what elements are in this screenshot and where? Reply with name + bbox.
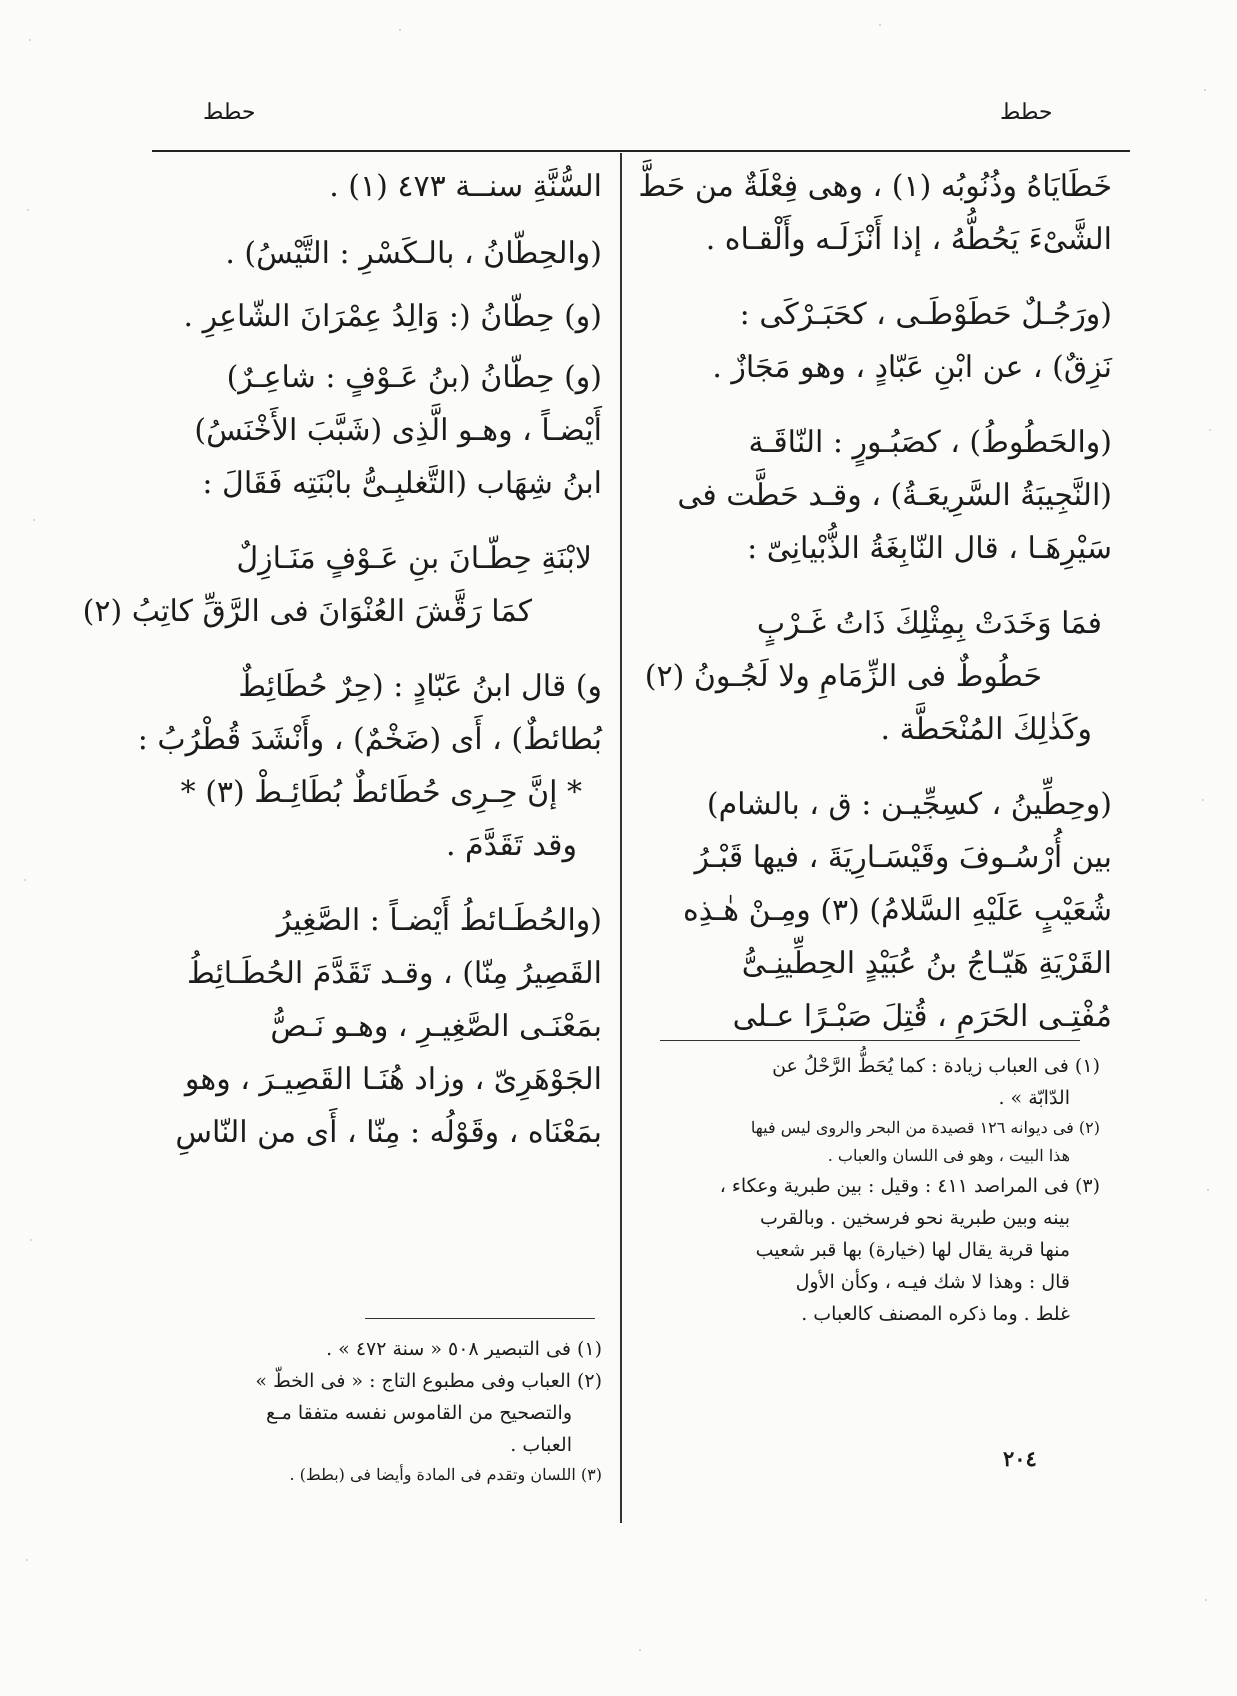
footnote-line: بينه وبين طبرية نحو فرسخين . وبالقرب — [759, 1207, 1070, 1229]
footnote-line: والتصحيح من القاموس نفسه متفقا مـع — [265, 1402, 572, 1424]
text-line: (و) حِطّانُ (بنُ عَـوْفٍ : شاعِـرٌ) — [226, 360, 602, 395]
text-line: القَرْيَةِ هَيّـاجُ بنُ عُبَيْدٍ الحِطِّينِـىُّ — [741, 946, 1112, 981]
text-line: (والحَطُوطُ) ، كصَبُـورٍ : النّاقَـة — [748, 425, 1112, 460]
running-header-left: حطط — [203, 100, 256, 125]
footnote-line: العباب . — [510, 1434, 572, 1456]
text-line: القَصِيرُ مِنّا) ، وقـد تَقَدَّمَ الحُطَـائِطُ — [186, 956, 602, 991]
text-line: سَيْرِهَـا ، قال النّابِغَةُ الذُّبْيانِىّ : — [747, 531, 1112, 566]
text-line: (ورَجُـلٌ حَطَوْطَـى ، كحَبَـرْكَى : — [739, 297, 1112, 332]
text-line: بمَعْنَـى الصَّغِيـرِ ، وهـو نَـصُّ — [270, 1009, 602, 1044]
text-line: (والحِطّانُ ، بالـكَسْرِ : التَّيْسُ) . — [225, 236, 602, 271]
running-header-right: حطط — [1000, 100, 1053, 125]
text-line: بمَعْنَاه ، وقَوْلُه : مِنّا ، أَى من النّاسِ — [175, 1115, 602, 1150]
text-line: بُطائطٌ) ، أَى (ضَخْمٌ) ، وأَنْشَدَ قُطْرُبُ : — [137, 722, 602, 757]
footnote-line: (٣) اللسان وتقدم فى المادة وأيضا فى (بطط) . — [289, 1465, 602, 1484]
text-line: (وحِطِّينُ ، كسِجِّيـن : ق ، بالشام) — [706, 787, 1112, 822]
verse-line: فمَا وَخَدَتْ بِمِثْلِكَ ذَاتُ غَـرْبٍ — [756, 606, 1102, 641]
page-number: ٢٠٤ — [1003, 1446, 1037, 1471]
text-line: مُفْتِـى الحَرَمِ ، قُتِلَ صَبْـرًا عـلى — [732, 999, 1112, 1034]
text-line: شُعَيْبٍ عَلَيْهِ السَّلامُ) (٣) ومِـنْ هٰـذِه — [683, 893, 1112, 928]
text-line: وكَذٰلِكَ المُنْحَطَّة . — [880, 712, 1092, 747]
verse-line: حَطُوطٌ فى الزِّمَامِ ولا لَجُـونُ (٢) — [644, 659, 1042, 694]
text-line: الجَوْهَرِىّ ، وزاد هُنَـا القَصِيـرَ ، وهو — [184, 1062, 602, 1097]
footnote-line: (١) فى التبصير ٥٠٨ « سنة ٤٧٢ » . — [326, 1338, 602, 1360]
footnote-line: (١) فى العباب زيادة : كما يُحَطُّ الرَّحْلُ عن — [772, 1055, 1100, 1077]
footnote-line: (٣) فى المراصد ٤١١ : وقيل : بين طبرية وعكاء ، — [719, 1175, 1100, 1197]
footnote-line: قال : وهذا لا شك فيـه ، وكأن الأول — [795, 1271, 1070, 1293]
footnote-line: (٢) العباب وفى مطبوع التاج : « فى الخطّ » — [255, 1370, 602, 1392]
text-line: الشَّىْءَ يَحُطُّهُ ، إذا أَنْزَلَـه وأَلْقـاه . — [705, 222, 1112, 257]
footnote-line: غلط . وما ذكره المصنف كالعباب . — [801, 1303, 1070, 1325]
text-line: نَزِقٌ) ، عن ابْنِ عَبّادٍ ، وهو مَجَازٌ . — [712, 350, 1112, 385]
text-line: خَطَايَاهُ وذُنُوبُه (١) ، وهى فِعْلَةٌ من حَطَّ — [638, 169, 1112, 204]
footnote-line: هذا البيت ، وهو فى اللسان والعباب . — [827, 1146, 1070, 1165]
footnote-line: (٢) فى ديوانه ١٢٦ قصيدة من البحر والروى ليس فيها — [750, 1118, 1100, 1137]
text-line: (و) حِطّانُ (: وَالِدُ عِمْرَانَ الشّاعِرِ . — [183, 299, 602, 334]
footnote-line: منها قرية يقال لها (خيارة) بها قبر شعيب — [755, 1239, 1070, 1261]
text-line: * إنَّ حِـرِى حُطَائطٌ بُطَائِـطْ (٣) * — [180, 775, 582, 810]
text-line: (والحُطَـائطُ أَيْضـاً : الصَّغِيرُ — [276, 903, 602, 938]
text-line: و) قال ابنُ عَبّادٍ : (حِرٌ حُطَائِطٌ — [238, 669, 602, 704]
text-line: بين أُرْسُـوفَ وقَيْسَـارِيَةَ ، فيها قَبْـرُ — [694, 840, 1112, 875]
text-line: ابنُ شِهَاب (التَّغلبِـىُّ بابْنَتِه فَقَالَ : — [202, 466, 602, 501]
text-line: وقد تَقَدَّمَ . — [445, 828, 577, 863]
text-line: أَيْضـاً ، وهـو الَّذِى (شَبَّبَ الأَخْنَسُ) — [194, 413, 602, 448]
verse-line: كمَا رَقَّشَ العُنْوَانَ فى الرَّقِّ كاتِبُ (٢) — [82, 594, 532, 629]
text-line: السُّنَّةِ سنــة ٤٧٣ (١) . — [329, 169, 602, 204]
text-line: (النَّجِيبَةُ السَّرِيعَـةُ) ، وقـد حَطَّت فى — [677, 478, 1112, 513]
footnote-line: الدّابّة » . — [998, 1087, 1070, 1109]
verse-line: لابْنَةِ حِطّـانَ بنِ عَـوْفٍ مَنَـازِلٌ — [236, 541, 592, 576]
